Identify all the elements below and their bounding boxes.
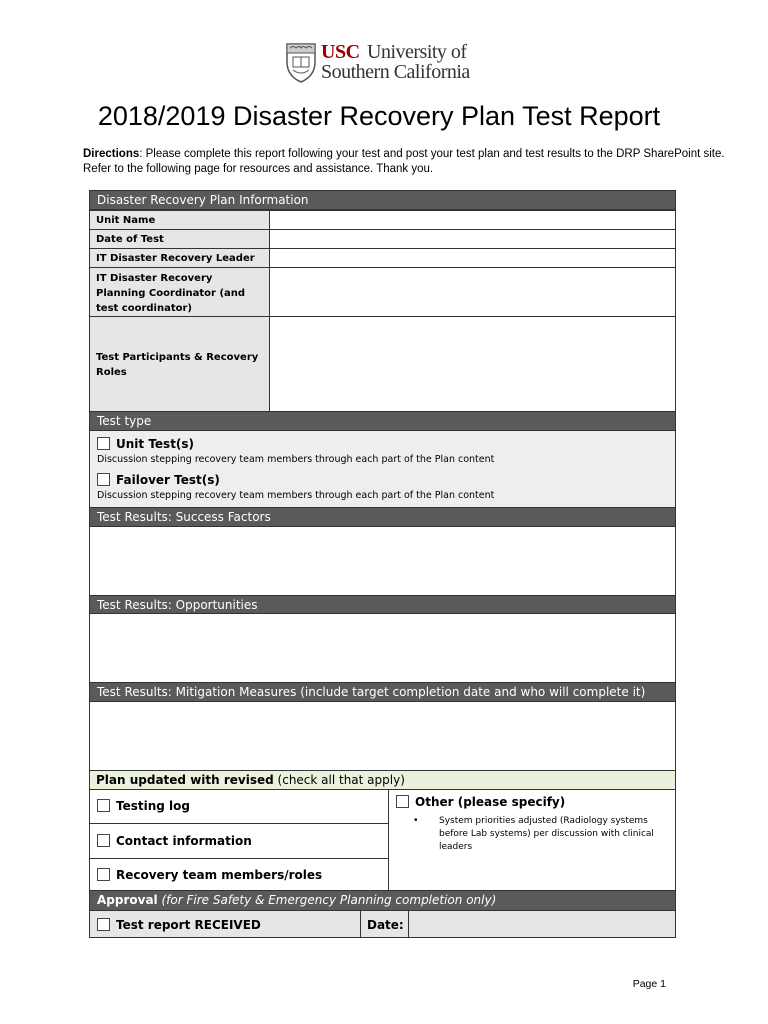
success-factors-field[interactable] bbox=[89, 526, 676, 596]
other-option[interactable] bbox=[396, 793, 565, 811]
unit-test-description: Discussion stepping recovery team members through each part of the Plan content bbox=[97, 454, 495, 465]
failover-test-description: Discussion stepping recovery team members through each part of the Plan content bbox=[97, 490, 495, 501]
success-factors-header: Test Results: Success Factors bbox=[89, 507, 676, 527]
dr-leader-label: IT Disaster Recovery Leader bbox=[89, 248, 270, 268]
unit-test-label: Unit Test(s) bbox=[116, 437, 195, 451]
dr-leader-field[interactable] bbox=[269, 248, 676, 268]
contact-info-option[interactable] bbox=[89, 823, 389, 859]
report-received-option[interactable] bbox=[89, 910, 361, 938]
other-bullet: • bbox=[414, 815, 418, 826]
usc-logo bbox=[284, 40, 484, 85]
report-received-label: Test report RECEIVED bbox=[116, 918, 261, 932]
page-title: 2018/2019 Disaster Recovery Plan Test Report bbox=[97, 101, 661, 131]
testing-log-label: Testing log bbox=[116, 799, 190, 813]
southern-california-text: Southern California bbox=[321, 61, 470, 83]
plan-updated-header-rest: (check all that apply) bbox=[273, 773, 405, 787]
directions-label: Directions bbox=[83, 148, 140, 160]
failover-test-checkbox[interactable] bbox=[97, 473, 110, 486]
other-note: System priorities adjusted (Radiology systems before Lab systems) per discussion with clinical leaders bbox=[439, 816, 654, 852]
test-type-header: Test type bbox=[89, 411, 676, 431]
recovery-team-option[interactable] bbox=[89, 858, 389, 891]
recovery-team-label: Recovery team members/roles bbox=[116, 868, 323, 882]
date-of-test-field[interactable] bbox=[269, 229, 676, 249]
recovery-team-checkbox[interactable] bbox=[97, 868, 110, 881]
opportunities-field[interactable] bbox=[89, 613, 676, 683]
unit-test-option[interactable] bbox=[97, 435, 194, 453]
approval-header-italic: (for Fire Safety & Emergency Planning completion only) bbox=[157, 893, 497, 907]
directions-body: : Please complete this report following your test and post your test plan and test results to the DRP SharePoint site. Refer to the following page for resources and assistance. Thank you. bbox=[83, 148, 725, 175]
date-of-test-label: Date of Test bbox=[89, 229, 270, 249]
university-of-text: University of bbox=[367, 41, 467, 63]
contact-info-checkbox[interactable] bbox=[97, 834, 110, 847]
participants-label: Test Participants & Recovery Roles bbox=[89, 316, 270, 412]
opportunities-header: Test Results: Opportunities bbox=[89, 595, 676, 614]
unit-name-label: Unit Name bbox=[89, 210, 270, 230]
info-section-header: Disaster Recovery Plan Information bbox=[89, 190, 676, 210]
contact-info-label: Contact information bbox=[116, 834, 252, 848]
testing-log-checkbox[interactable] bbox=[97, 799, 110, 812]
coordinator-label: IT Disaster Recovery Planning Coordinator (and test coordinator) bbox=[89, 267, 270, 317]
mitigation-header: Test Results: Mitigation Measures (include target completion date and who will complete it) bbox=[89, 682, 676, 702]
page-number: Page 1 bbox=[632, 978, 666, 990]
usc-shield-icon bbox=[284, 40, 318, 84]
test-type-panel bbox=[89, 430, 676, 508]
coordinator-field[interactable] bbox=[269, 267, 676, 317]
other-checkbox[interactable] bbox=[396, 795, 409, 808]
directions-text bbox=[83, 147, 733, 177]
other-option-panel bbox=[388, 789, 676, 891]
failover-test-option[interactable] bbox=[97, 471, 220, 489]
participants-field[interactable] bbox=[269, 316, 676, 412]
date-label-cell bbox=[360, 910, 409, 938]
plan-updated-header bbox=[89, 770, 676, 790]
approval-date-label: Date: bbox=[367, 918, 404, 932]
report-received-checkbox[interactable] bbox=[97, 918, 110, 931]
other-label: Other (please specify) bbox=[415, 795, 566, 809]
plan-updated-header-bold: Plan updated with revised bbox=[96, 773, 274, 787]
unit-test-checkbox[interactable] bbox=[97, 437, 110, 450]
testing-log-option[interactable] bbox=[89, 789, 389, 824]
approval-date-field[interactable] bbox=[408, 910, 676, 938]
usc-wordmark: USC bbox=[321, 41, 360, 63]
mitigation-field[interactable] bbox=[89, 701, 676, 771]
failover-test-label: Failover Test(s) bbox=[116, 473, 220, 487]
approval-header bbox=[89, 890, 676, 911]
approval-header-bold: Approval bbox=[97, 893, 158, 907]
unit-name-field[interactable] bbox=[269, 210, 676, 230]
test-report-form bbox=[89, 190, 676, 938]
